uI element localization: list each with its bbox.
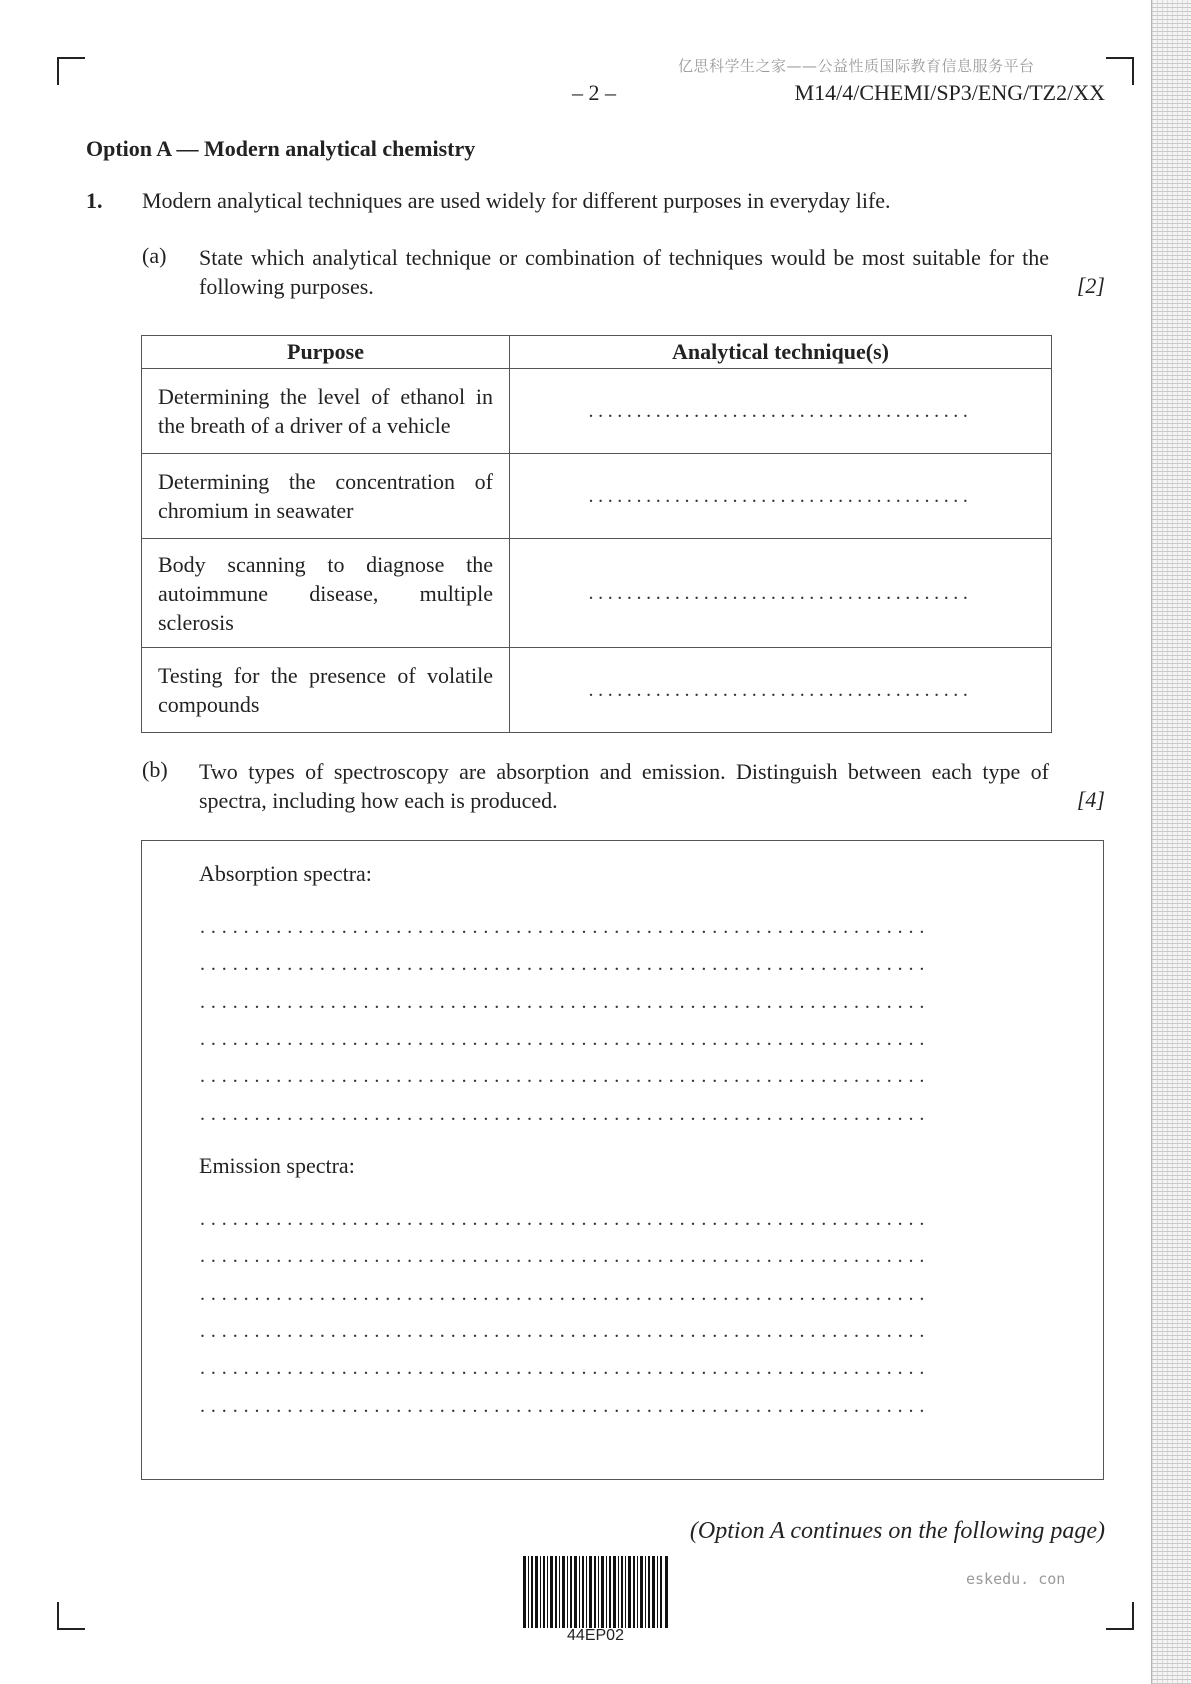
part-b-text: Two types of spectroscopy are absorption and emission. Distinguish between each type of spectra, including how each is produced. [199,759,1049,813]
emission-answer-line[interactable]: ................................................................... [200,1357,931,1379]
emission-answer-line[interactable]: ................................................................... [200,1208,931,1230]
emission-answer-line[interactable]: ................................................................... [200,1283,931,1305]
crop-mark-top-left [57,57,85,85]
answer-field[interactable] [510,539,1052,648]
table-row [142,539,1052,648]
watermark-site: eskedu. con [966,1570,1066,1588]
part-b-marks: [4] [1076,787,1105,812]
absorption-label: Absorption spectra: [199,861,372,886]
purpose-cell: Determining the concentration of chromium in seawater [142,454,510,539]
part-a-label: (a) [142,243,167,268]
answer-dots: ........................................ [588,484,973,507]
part-a-text: State which analytical technique or combination of techniques would be most suitable for the following purposes. [199,245,1049,299]
table-row [142,454,1052,539]
purpose-cell: Body scanning to diagnose the autoimmune disease, multiple sclerosis [142,539,510,648]
question-stem: Modern analytical techniques are used widely for different purposes in everyday life. [142,188,891,213]
answer-field[interactable] [510,648,1052,733]
watermark-header: 亿思科学生之家——公益性质国际教育信息服务平台 [678,57,1035,75]
purpose-cell: Determining the level of ethanol in the breath of a driver of a vehicle [142,369,510,454]
page-margin-strip [1151,0,1191,1684]
crop-mark-top-right [1106,57,1134,85]
answer-field[interactable] [510,454,1052,539]
answer-dots: ........................................ [588,399,973,422]
barcode-image [523,1556,668,1628]
crop-mark-bottom-left [57,1602,85,1630]
option-title: Option A — Modern analytical chemistry [86,136,476,161]
page-number: – 2 – [572,80,616,105]
crop-mark-bottom-right [1106,1602,1134,1630]
part-b-label: (b) [142,757,168,782]
absorption-answer-line[interactable]: ................................................................... [200,953,931,975]
table-row [142,369,1052,454]
emission-label: Emission spectra: [199,1153,355,1178]
purpose-technique-table [141,335,1052,733]
emission-answer-line[interactable]: ................................................................... [200,1320,931,1342]
continuation-note: (Option A continues on the following page) [689,1518,1105,1544]
absorption-answer-line[interactable]: ................................................................... [200,1065,931,1087]
column-header-purpose: Purpose [142,336,510,369]
question-number: 1. [86,188,103,213]
absorption-answer-line[interactable]: ................................................................... [200,1103,931,1125]
emission-answer-line[interactable]: ................................................................... [200,1245,931,1267]
answer-dots: ........................................ [588,581,973,604]
answer-box[interactable] [141,840,1104,1480]
absorption-answer-line[interactable]: ................................................................... [200,991,931,1013]
barcode-label: 44EP02 [567,1627,624,1644]
answer-dots: ........................................ [588,678,973,701]
absorption-answer-line[interactable]: ................................................................... [200,916,931,938]
emission-answer-line[interactable]: ................................................................... [200,1395,931,1417]
table-row [142,648,1052,733]
answer-field[interactable] [510,369,1052,454]
absorption-answer-line[interactable]: ................................................................... [200,1028,931,1050]
purpose-cell: Testing for the presence of volatile compounds [142,648,510,733]
paper-code: M14/4/CHEMI/SP3/ENG/TZ2/XX [794,80,1105,105]
table-header-row [142,336,1052,369]
column-header-technique: Analytical technique(s) [510,336,1052,369]
part-a-marks: [2] [1076,273,1105,298]
